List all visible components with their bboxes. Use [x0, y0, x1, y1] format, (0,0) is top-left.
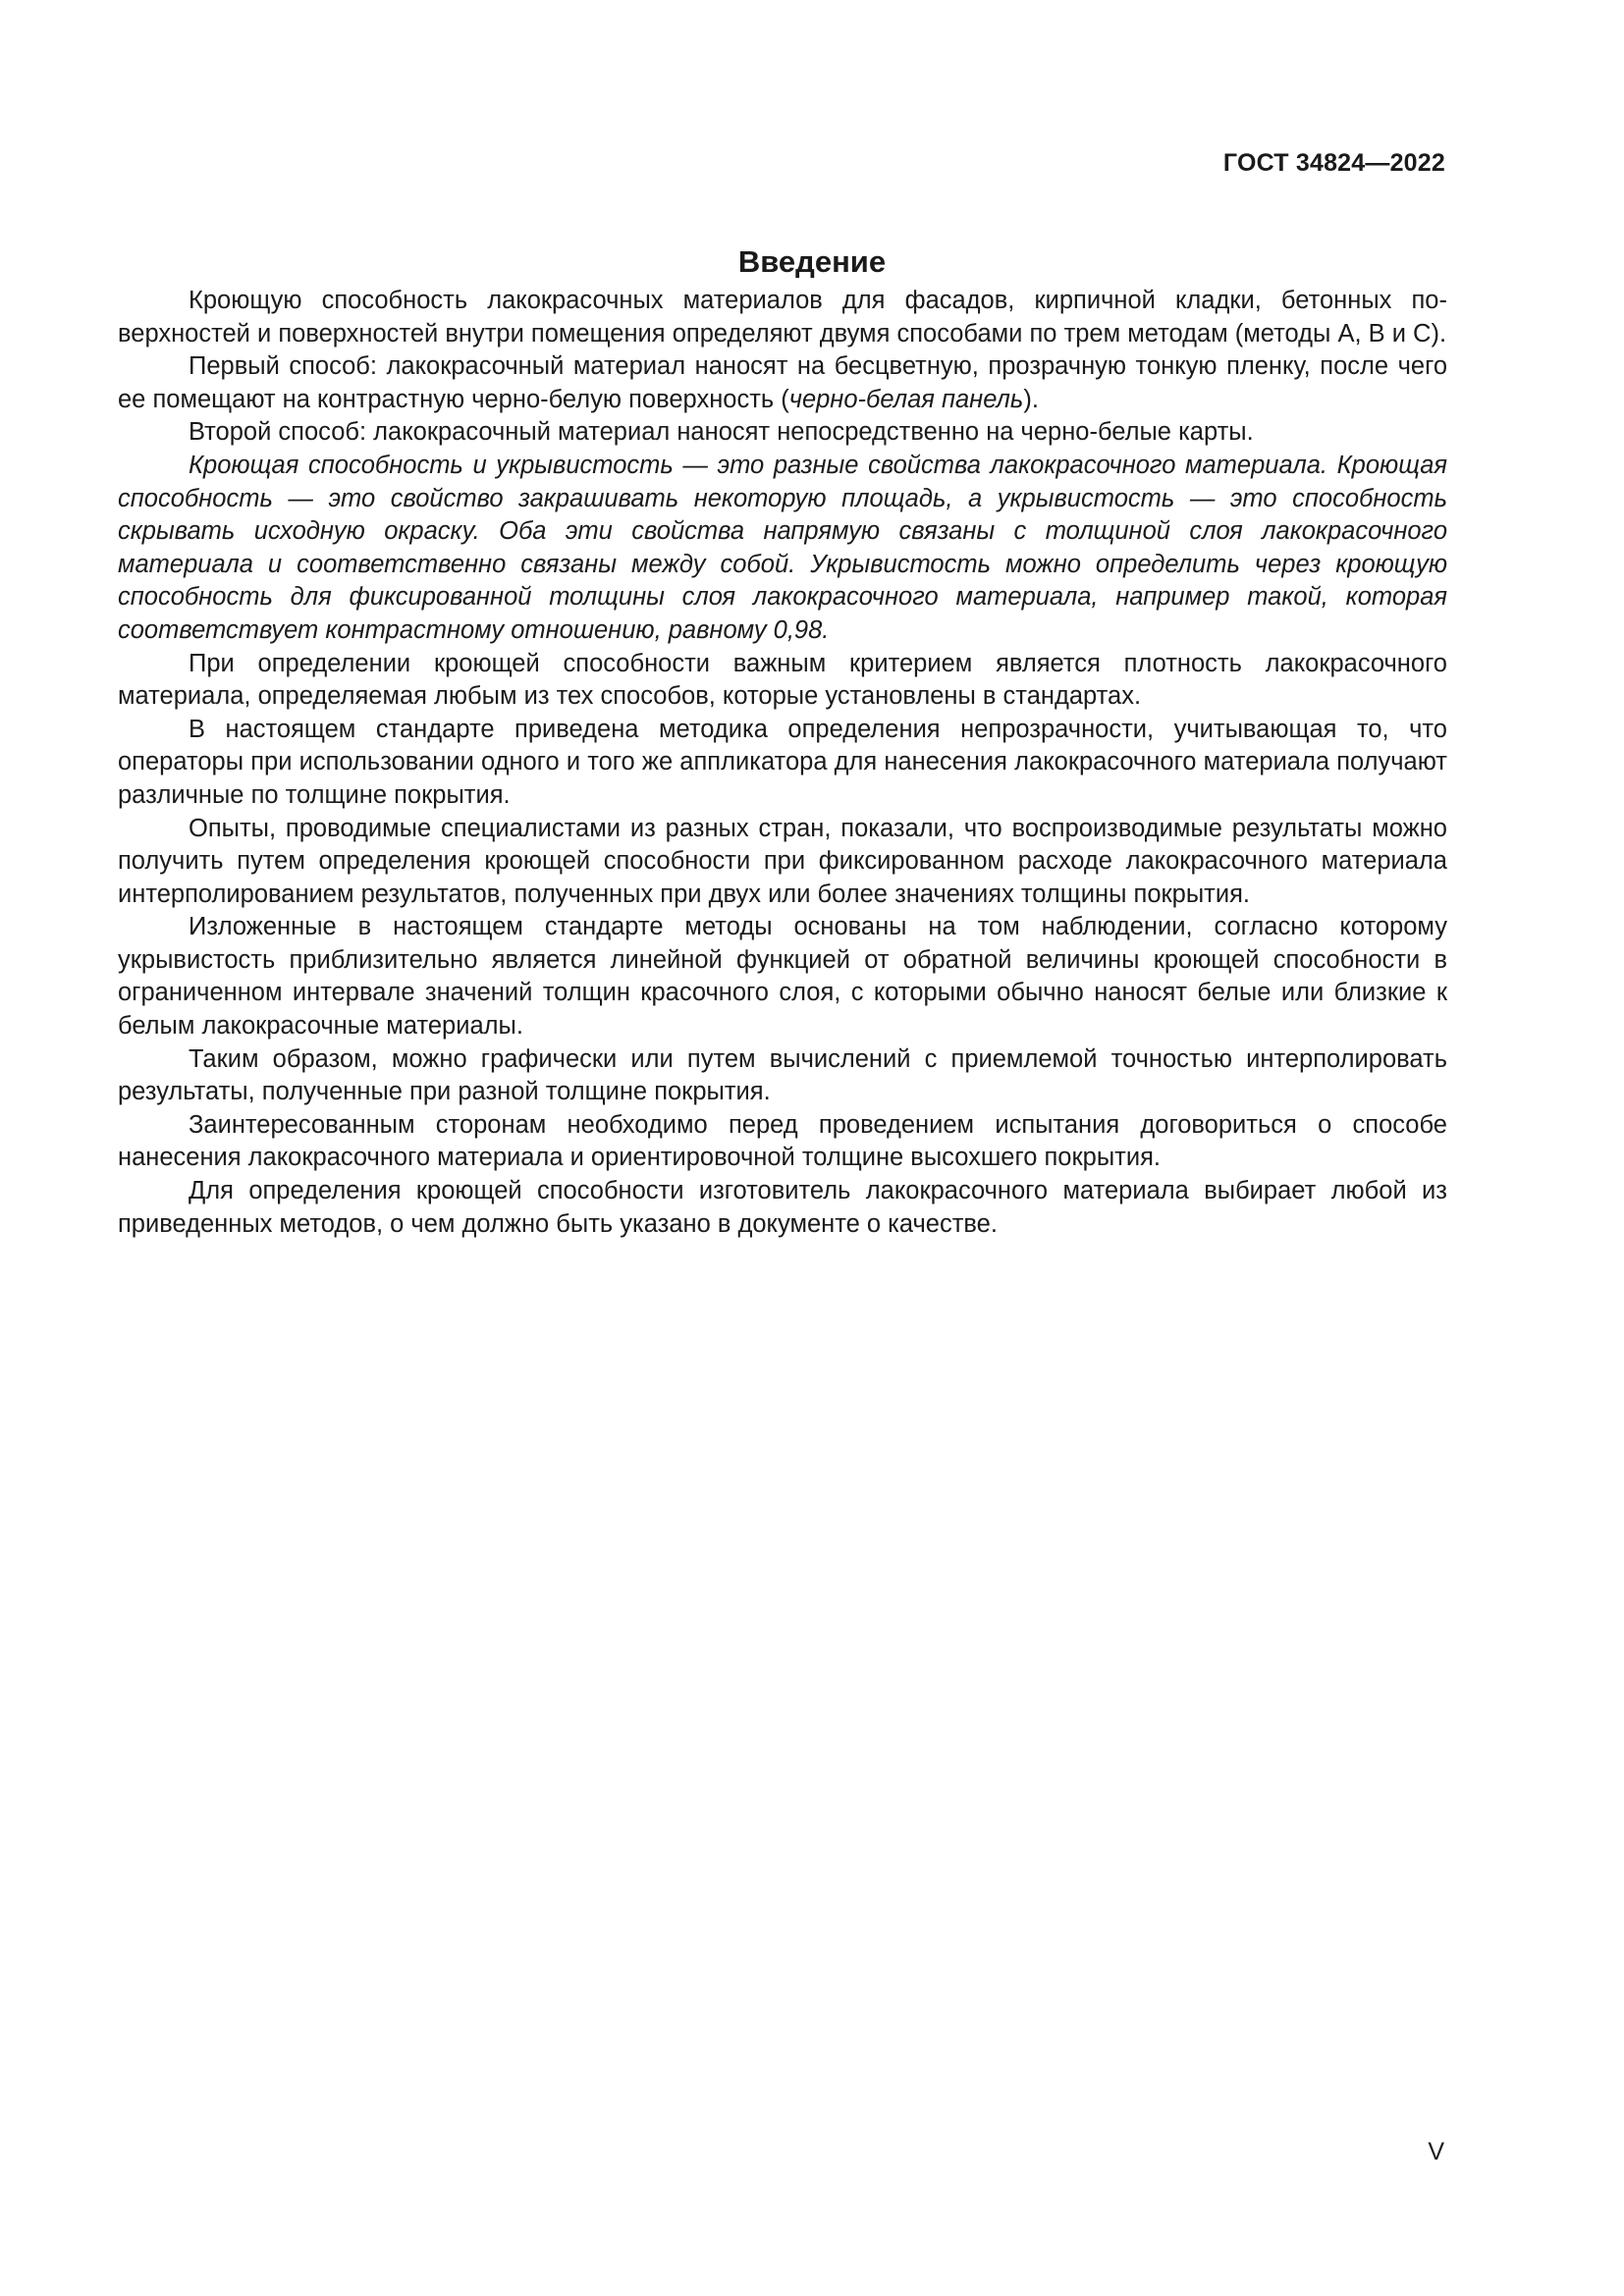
paragraph-text: Первый способ: лакокрасочный материал наносят на бесцветную, прозрачную тонкую пленку, после чего ее помещают на контрастную черно-белую поверхность ( [118, 352, 1447, 413]
paragraph-italic: Кроющая способность и укрывистость — это разные свойства лакокрасочного материала. Кроющая способность — это свойство закрашивать некоторую площадь, а укрывистость — это способность скрывать исходную окраску. Оба эти свойства напрямую связаны с толщиной слоя лакокрасочного материала и соответственно связаны между собой. Укрывистость можно определить через кроющую способность для фиксированной толщины слоя лакокрасочного материала, например такой, которая соответствует контрастному отношению, равному 0,98. [118, 451, 1447, 644]
paragraph: При определении кроющей способности важным критерием является плотность лакокрасочного материала, определяемая любым из тех способов, которые установлены в стандартах. [118, 649, 1447, 711]
paragraph: Заинтересованным сторонам необходимо перед проведением испытания договориться о способе нанесения лакокрасочного материала и ориентировочной толщине высохшего покрытия. [118, 1110, 1447, 1172]
paragraph: Опыты, проводимые специалистами из разных стран, показали, что воспроизводимые результаты можно получить путем определения кроющей способности при фиксированном расходе лакокрасочного материала интерполированием результатов, полученных при двух или более значениях толщины покрытия. [118, 814, 1447, 908]
paragraph: Кроющую способность лакокрасочных материалов для фасадов, кирпичной кладки, бетонных поверхностей и поверхностей внутри помещения определяют двумя способами по трем методам (методы А, В и С). [118, 287, 1447, 347]
page-number: V [1428, 2138, 1444, 2165]
paragraph: В настоящем стандарте приведена методика определения непрозрачности, учитывающая то, что операторы при использовании одного и того же аппликатора для нанесения лакокрасочного материала получают различные по толщине покрытия. [118, 715, 1447, 809]
paragraph: Таким образом, можно графически или путем вычислений с приемлемой точностью интерполировать результаты, полученные при разной толщине покрытия. [118, 1044, 1447, 1106]
paragraph: Второй способ: лакокрасочный материал наносят непосредственно на черно-белые карты. [189, 418, 1254, 447]
emphasized-term: черно-белая панель [788, 385, 1024, 413]
paragraph-text: ). [1023, 385, 1039, 413]
paragraph [118, 350, 1447, 416]
section-title: Введение [737, 243, 887, 279]
paragraph: Изложенные в настоящем стандарте методы основаны на том наблюдении, согласно которому укрывистость приблизительно является линейной функцией от обратной величины кроющей способности в ограниченном интервале значений толщин красочного слоя, с которыми обычно наносят белые или близкие к белым лакокрасочные материалы. [118, 913, 1447, 1041]
document-header-standard-id: ГОСТ 34824—2022 [1222, 149, 1445, 177]
document-body [118, 285, 1447, 1241]
paragraph: Для определения кроющей способности изготовитель лакокрасочного материала выбирает любой из приведенных методов, о чем должно быть указано в документе о качестве. [118, 1177, 1447, 1238]
